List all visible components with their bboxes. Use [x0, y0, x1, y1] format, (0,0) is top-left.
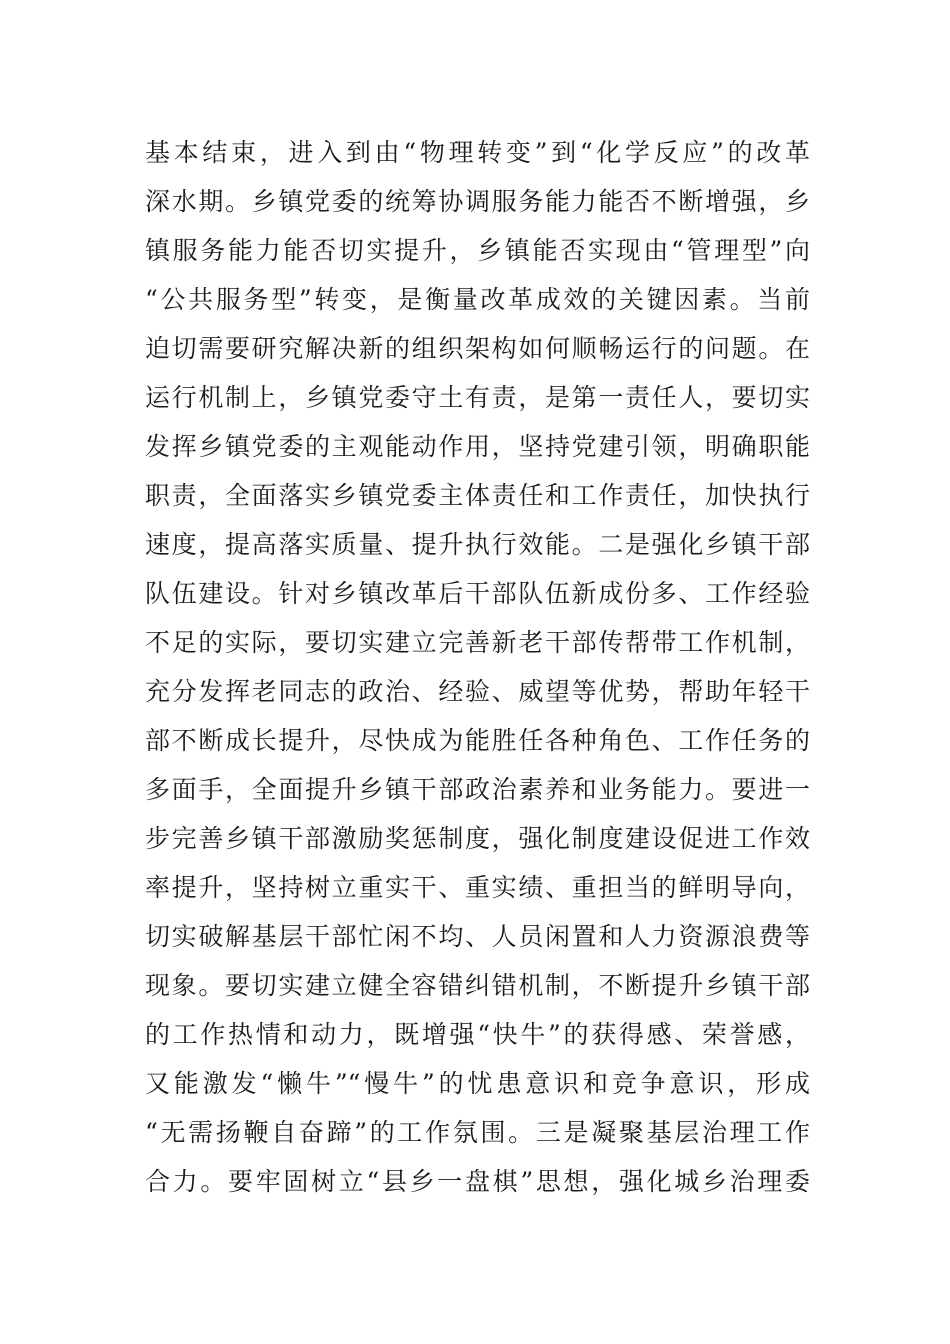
- body-paragraph: [145, 128, 810, 1206]
- text-line-5: 迫切需要研究解决新的组织架构如何顺畅运行的问题。在: [145, 334, 810, 363]
- text-line-4: “公共服务型”转变，是衡量改革成效的关键因素。当前: [145, 285, 810, 314]
- text-line-18: 现象。要切实建立健全容错纠错机制，不断提升乡镇干部: [145, 971, 810, 1000]
- text-line-17: 切实破解基层干部忙闲不均、人员闲置和人力资源浪费等: [145, 922, 810, 951]
- text-line-8: 职责，全面落实乡镇党委主体责任和工作责任，加快执行: [145, 481, 810, 510]
- text-line-16: 率提升，坚持树立重实干、重实绩、重担当的鲜明导向，: [145, 873, 810, 902]
- text-line-1: 基本结束，进入到由“物理转变”到“化学反应”的改革: [145, 138, 810, 167]
- text-line-19: 的工作热情和动力，既增强“快牛”的获得感、荣誉感，: [145, 1020, 810, 1049]
- text-line-11: 不足的实际，要切实建立完善新老干部传帮带工作机制，: [145, 628, 810, 657]
- text-line-15: 步完善乡镇干部激励奖惩制度，强化制度建设促进工作效: [145, 824, 810, 853]
- text-line-20: 又能激发“懒牛”“慢牛”的忧患意识和竞争意识，形成: [145, 1069, 810, 1098]
- text-line-3: 镇服务能力能否切实提升，乡镇能否实现由“管理型”向: [145, 236, 810, 265]
- text-line-13: 部不断成长提升，尽快成为能胜任各种角色、工作任务的: [145, 726, 810, 755]
- text-line-21: “无需扬鞭自奋蹄”的工作氛围。三是凝聚基层治理工作: [145, 1118, 810, 1147]
- text-line-2: 深水期。乡镇党委的统筹协调服务能力能否不断增强，乡: [145, 187, 810, 216]
- text-line-9: 速度，提高落实质量、提升执行效能。二是强化乡镇干部: [145, 530, 810, 559]
- text-line-7: 发挥乡镇党委的主观能动作用，坚持党建引领，明确职能: [145, 432, 810, 461]
- text-line-14: 多面手，全面提升乡镇干部政治素养和业务能力。要进一: [145, 775, 810, 804]
- text-line-6: 运行机制上，乡镇党委守土有责，是第一责任人，要切实: [145, 383, 810, 412]
- text-line-12: 充分发挥老同志的政治、经验、威望等优势，帮助年轻干: [145, 677, 810, 706]
- text-line-10: 队伍建设。针对乡镇改革后干部队伍新成份多、工作经验: [145, 579, 810, 608]
- text-line-22: 合力。要牢固树立“县乡一盘棋”思想，强化城乡治理委: [145, 1167, 810, 1196]
